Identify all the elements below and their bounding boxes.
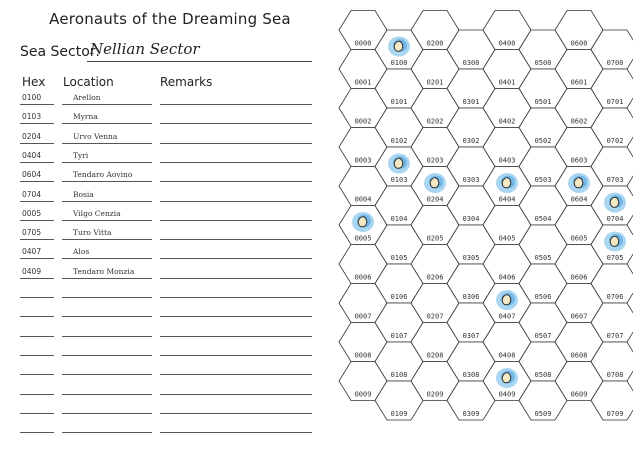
- hex-label: 0703: [606, 176, 624, 184]
- hex-label: 0308: [462, 371, 480, 379]
- row-underline: [160, 432, 312, 433]
- location-cell[interactable]: Tendaro Aovino: [73, 170, 133, 180]
- hex-label: 0708: [606, 371, 624, 379]
- location-cell[interactable]: Turo Vitta: [73, 228, 112, 238]
- hex-label: 0509: [534, 410, 552, 418]
- hex-label: 0109: [390, 410, 408, 418]
- hex-label: 0208: [426, 351, 444, 360]
- hex-label: 0301: [462, 98, 480, 106]
- hex-cell[interactable]: 0005: [22, 208, 42, 218]
- hex-label: 0009: [354, 390, 372, 399]
- hex-label: 0304: [462, 215, 480, 223]
- sector-name-field[interactable]: Nellian Sector: [90, 40, 200, 58]
- hex-label: 0503: [534, 176, 552, 184]
- hex-cell[interactable]: 0409: [22, 266, 42, 276]
- hex-label: 0102: [390, 137, 408, 145]
- hex-label: 0603: [570, 156, 588, 165]
- island-icon: [496, 368, 518, 388]
- hex-cell[interactable]: 0407: [22, 247, 42, 257]
- table-row: [0, 337, 330, 356]
- hex-label: 0700: [606, 59, 624, 67]
- hex-label: 0705: [606, 254, 624, 262]
- location-cell[interactable]: Bosia: [73, 189, 94, 199]
- island-icon: [496, 173, 518, 193]
- location-cell[interactable]: Vilgo Cenzia: [73, 208, 121, 218]
- hex-label: 0205: [426, 234, 444, 243]
- hex-label: 0100: [390, 59, 408, 67]
- table-row: [0, 221, 330, 240]
- table-row: [0, 298, 330, 317]
- island-icon: [568, 173, 590, 193]
- hex-label: 0706: [606, 293, 624, 301]
- hex-label: 0000: [354, 39, 372, 48]
- hex-cell[interactable]: 0204: [22, 131, 42, 141]
- hex-label: 0501: [534, 98, 552, 106]
- hex-label: 0103: [390, 176, 408, 184]
- hex-label: 0609: [570, 390, 588, 399]
- table-row: [0, 183, 330, 202]
- hex-label: 0302: [462, 137, 480, 145]
- island-icon: [604, 193, 626, 213]
- hex-label: 0004: [354, 195, 372, 204]
- hex-label: 0002: [354, 117, 372, 126]
- hex-label: 0006: [354, 273, 372, 282]
- hex-label: 0007: [354, 312, 372, 321]
- table-row: [0, 356, 330, 375]
- hex-label: 0504: [534, 215, 552, 223]
- hex-label: 0003: [354, 156, 372, 165]
- island-icon: [352, 212, 374, 232]
- hex-label: 0605: [570, 234, 588, 243]
- table-row: [0, 86, 330, 105]
- page-title: Aeronauts of the Dreaming Sea: [49, 10, 291, 28]
- hex-cell[interactable]: 0100: [22, 93, 42, 102]
- hex-label: 0402: [498, 117, 516, 126]
- hex-label: 0407: [498, 312, 516, 321]
- hex-label: 0106: [390, 293, 408, 301]
- location-cell[interactable]: Myrna: [73, 112, 98, 122]
- hex-map: [333, 10, 633, 446]
- table-row: [0, 144, 330, 163]
- hex-label: 0404: [498, 195, 516, 204]
- hex-label: 0702: [606, 137, 624, 145]
- hex-label: 0300: [462, 59, 480, 67]
- hex-label: 0607: [570, 312, 588, 321]
- hex-label: 0601: [570, 78, 588, 87]
- hex-cell[interactable]: 0604: [22, 170, 42, 180]
- hex-label: 0508: [534, 371, 552, 379]
- table-row: [0, 105, 330, 124]
- table-row: [0, 240, 330, 259]
- hex-label: 0101: [390, 98, 408, 106]
- hex-label: 0608: [570, 351, 588, 360]
- hex-label: 0209: [426, 390, 444, 399]
- column-header-location: Location: [63, 75, 114, 89]
- hex-label: 0400: [498, 39, 516, 48]
- table-row: [0, 395, 330, 414]
- location-cell[interactable]: Alos: [73, 247, 90, 257]
- table-row: [0, 125, 330, 144]
- hex-label: 0505: [534, 254, 552, 262]
- hex-label: 0409: [498, 390, 516, 399]
- hex-label: 0107: [390, 332, 408, 340]
- column-header-hex: Hex: [22, 75, 46, 89]
- hex-label: 0105: [390, 254, 408, 262]
- sector-label: Sea Sector:: [20, 44, 101, 60]
- hex-label: 0401: [498, 78, 516, 87]
- hex-label: 0602: [570, 117, 588, 126]
- island-icon: [604, 232, 626, 252]
- location-cell[interactable]: Arellon: [73, 93, 101, 102]
- hex-label: 0606: [570, 273, 588, 282]
- hex-label: 0202: [426, 117, 444, 126]
- hex-label: 0108: [390, 371, 408, 379]
- hex-label: 0307: [462, 332, 480, 340]
- hex-label: 0008: [354, 351, 372, 360]
- hex-label: 0709: [606, 410, 624, 418]
- hex-label: 0500: [534, 59, 552, 67]
- hex-label: 0506: [534, 293, 552, 301]
- row-underline: [62, 432, 152, 433]
- table-row: [0, 318, 330, 337]
- island-icon: [424, 173, 446, 193]
- hex-label: 0203: [426, 156, 444, 165]
- location-cell[interactable]: Urvo Venna: [73, 131, 118, 141]
- hex-label: 0701: [606, 98, 624, 106]
- hex-label: 0405: [498, 234, 516, 243]
- hex-label: 0502: [534, 137, 552, 145]
- hex-cell[interactable]: 0705: [22, 228, 42, 238]
- hex-cell[interactable]: 0704: [22, 189, 42, 199]
- hex-label: 0207: [426, 312, 444, 321]
- hex-label: 0005: [354, 234, 372, 243]
- hex-label: 0303: [462, 176, 480, 184]
- hex-label: 0604: [570, 195, 588, 204]
- row-underline: [20, 432, 54, 433]
- hex-label: 0309: [462, 410, 480, 418]
- table-row: [0, 202, 330, 221]
- hex-label: 0200: [426, 39, 444, 48]
- hex-label: 0104: [390, 215, 408, 223]
- hex-label: 0403: [498, 156, 516, 165]
- hex-label: 0001: [354, 78, 372, 87]
- hex-label: 0204: [426, 195, 444, 204]
- hex-label: 0306: [462, 293, 480, 301]
- table-row: [0, 414, 330, 433]
- hex-label: 0704: [606, 215, 624, 223]
- hex-label: 0600: [570, 39, 588, 48]
- table-row: [0, 260, 330, 279]
- island-icon: [388, 154, 410, 174]
- location-cell[interactable]: Tendaro Monzia: [73, 266, 135, 276]
- hex-label: 0201: [426, 78, 444, 87]
- hex-label: 0206: [426, 273, 444, 282]
- hex-label: 0305: [462, 254, 480, 262]
- table-row: [0, 376, 330, 395]
- table-row: [0, 163, 330, 182]
- island-icon: [388, 37, 410, 57]
- table-row: [0, 279, 330, 298]
- location-cell[interactable]: Tyri: [73, 150, 89, 160]
- hex-label: 0707: [606, 332, 624, 340]
- hex-label: 0408: [498, 351, 516, 360]
- hex-cell[interactable]: 0103: [22, 112, 42, 122]
- island-icon: [496, 290, 518, 310]
- hex-label: 0406: [498, 273, 516, 282]
- hex-label: 0507: [534, 332, 552, 340]
- hex-cell[interactable]: 0404: [22, 150, 42, 160]
- column-header-remarks: Remarks: [160, 75, 213, 89]
